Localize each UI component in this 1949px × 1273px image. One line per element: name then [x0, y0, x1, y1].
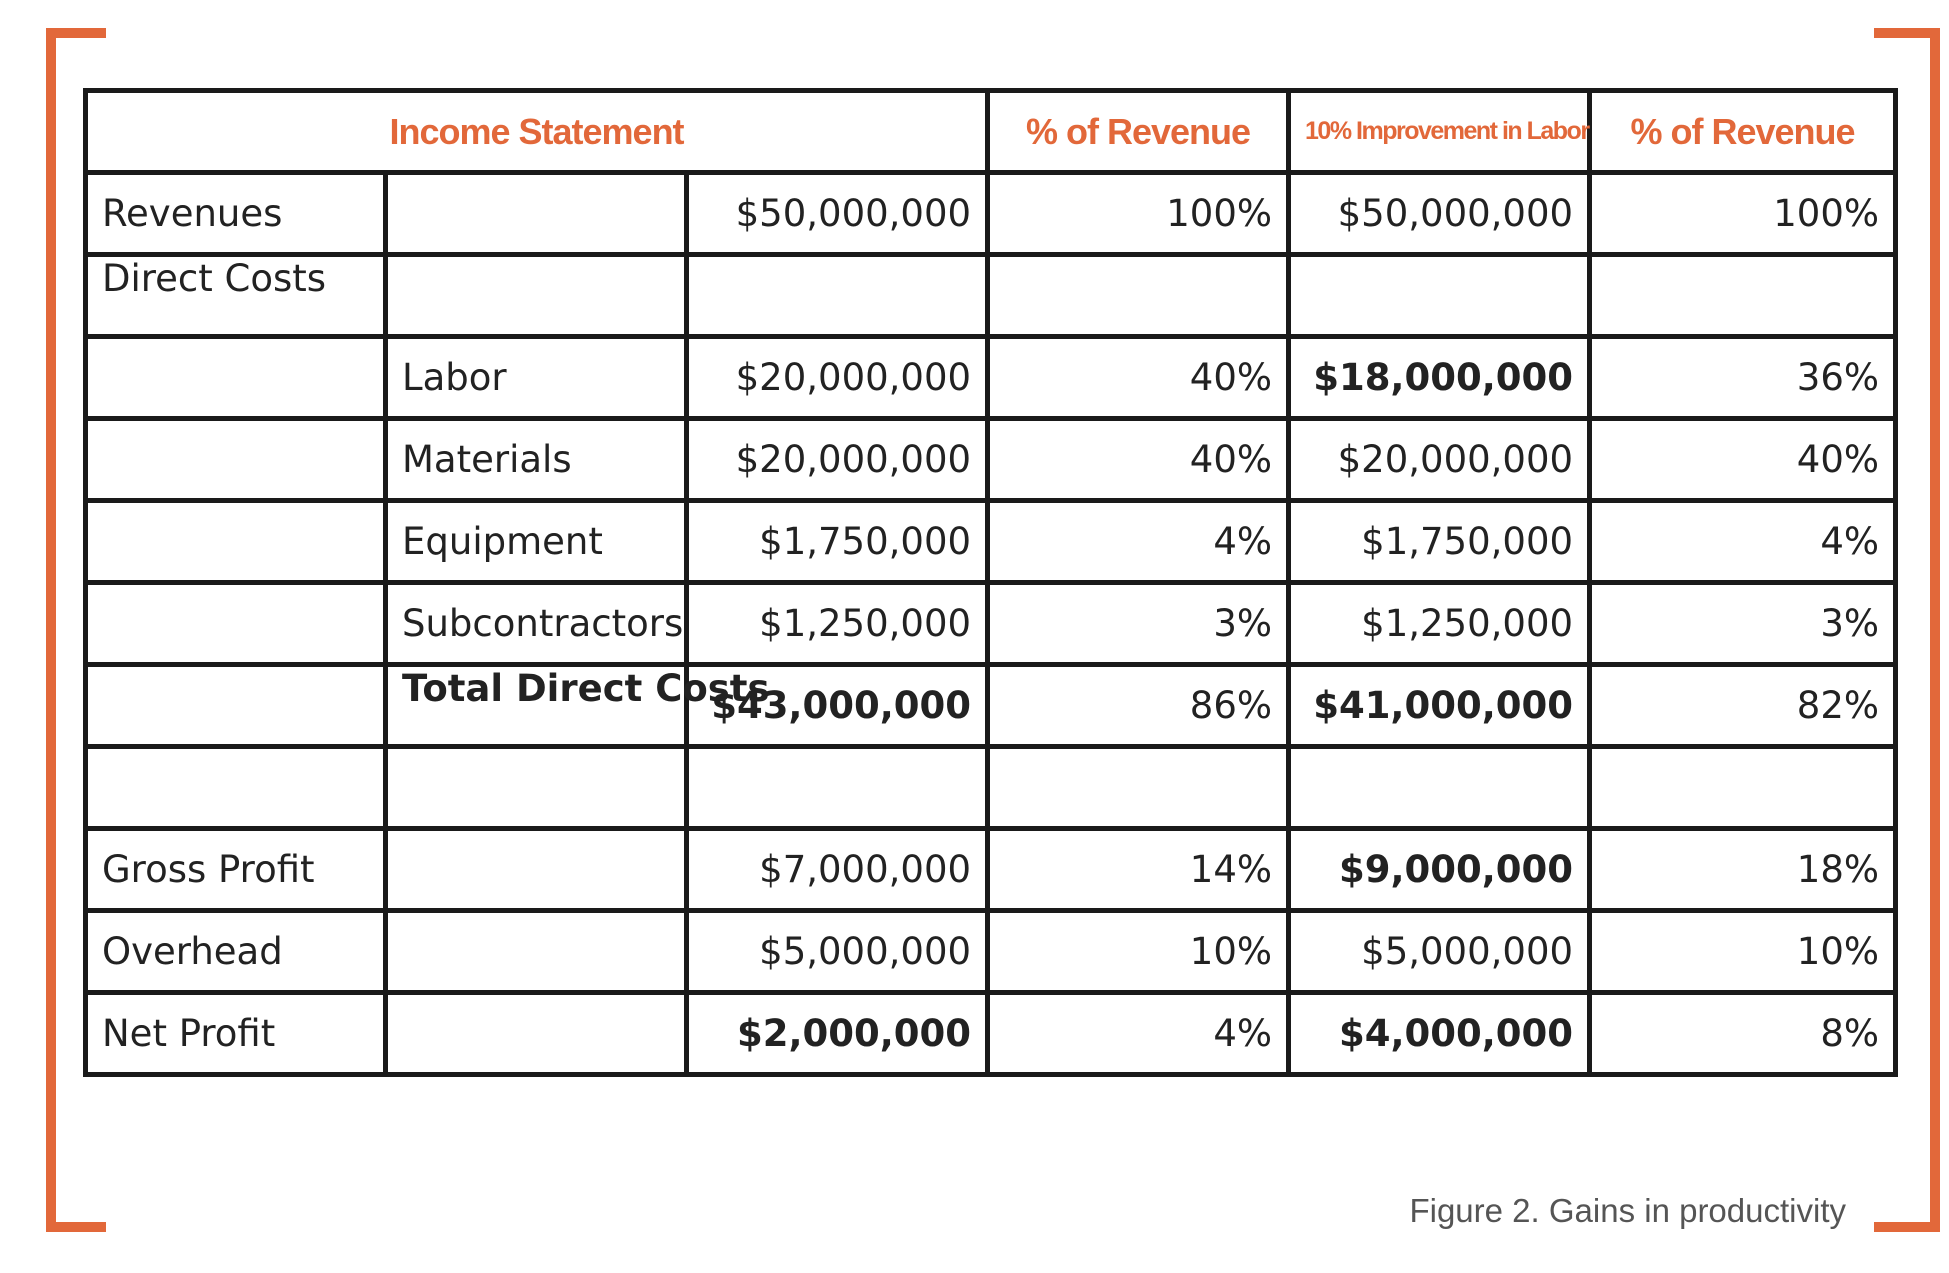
- income-statement-table: [83, 88, 1898, 1077]
- row-label: Net Profit: [86, 993, 386, 1075]
- improved-percent: 18%: [1590, 829, 1896, 911]
- row-sublabel: Total Direct Costs: [386, 665, 687, 747]
- improved-percent: 8%: [1590, 993, 1896, 1075]
- improved-value: $1,750,000: [1289, 501, 1590, 583]
- table-row: [86, 255, 1896, 337]
- base-percent: 40%: [988, 337, 1289, 419]
- row-sublabel: [386, 993, 687, 1075]
- base-value: $20,000,000: [687, 337, 988, 419]
- improved-value: $20,000,000: [1289, 419, 1590, 501]
- row-sublabel: [386, 747, 687, 829]
- improved-value: $50,000,000: [1289, 173, 1590, 255]
- improved-percent: 3%: [1590, 583, 1896, 665]
- income-statement-header: Income Statement: [86, 91, 988, 173]
- improved-percent: 40%: [1590, 419, 1896, 501]
- row-sublabel: Materials: [386, 419, 687, 501]
- improved-value: $4,000,000: [1289, 993, 1590, 1075]
- pct-revenue-header: % of Revenue: [988, 91, 1289, 173]
- base-percent: 4%: [988, 501, 1289, 583]
- base-value: $50,000,000: [687, 173, 988, 255]
- row-label: [86, 337, 386, 419]
- row-label: [86, 501, 386, 583]
- base-percent: [988, 255, 1289, 337]
- improved-percent: 4%: [1590, 501, 1896, 583]
- table-row: [86, 583, 1896, 665]
- improved-value: $9,000,000: [1289, 829, 1590, 911]
- table-row: [86, 173, 1896, 255]
- bracket-mask: [106, 28, 1874, 40]
- base-percent: [988, 747, 1289, 829]
- row-sublabel: [386, 173, 687, 255]
- table-row: [86, 911, 1896, 993]
- table-row: [86, 501, 1896, 583]
- row-sublabel: [386, 255, 687, 337]
- base-value: [687, 255, 988, 337]
- base-value: $20,000,000: [687, 419, 988, 501]
- row-sublabel: Labor: [386, 337, 687, 419]
- base-value: $1,250,000: [687, 583, 988, 665]
- improved-value: $5,000,000: [1289, 911, 1590, 993]
- row-label: [86, 583, 386, 665]
- improvement-header: 10% Improvement in Labor: [1289, 91, 1590, 173]
- improved-percent: [1590, 255, 1896, 337]
- base-value: $1,750,000: [687, 501, 988, 583]
- base-percent: 100%: [988, 173, 1289, 255]
- row-sublabel: [386, 911, 687, 993]
- header-row: [86, 91, 1896, 173]
- improved-percent: [1590, 747, 1896, 829]
- row-label: [86, 419, 386, 501]
- base-value: $7,000,000: [687, 829, 988, 911]
- row-sublabel: Equipment: [386, 501, 687, 583]
- improved-value: $18,000,000: [1289, 337, 1590, 419]
- base-value: $43,000,000: [687, 665, 988, 747]
- base-percent: 3%: [988, 583, 1289, 665]
- row-label: Direct Costs: [86, 255, 386, 337]
- improved-percent: 36%: [1590, 337, 1896, 419]
- row-label: Gross Profit: [86, 829, 386, 911]
- base-value: [687, 747, 988, 829]
- improved-percent: 100%: [1590, 173, 1896, 255]
- base-percent: 86%: [988, 665, 1289, 747]
- base-percent: 4%: [988, 993, 1289, 1075]
- table-row: [86, 665, 1896, 747]
- table-row: [86, 419, 1896, 501]
- row-sublabel: Subcontractors: [386, 583, 687, 665]
- row-sublabel: [386, 829, 687, 911]
- row-label: [86, 665, 386, 747]
- row-label: [86, 747, 386, 829]
- improved-value: $41,000,000: [1289, 665, 1590, 747]
- figure-caption: Figure 2. Gains in productivity: [1409, 1192, 1846, 1229]
- table-row: [86, 337, 1896, 419]
- base-percent: 10%: [988, 911, 1289, 993]
- improved-value: [1289, 747, 1590, 829]
- base-percent: 14%: [988, 829, 1289, 911]
- row-label: Revenues: [86, 173, 386, 255]
- row-label: Overhead: [86, 911, 386, 993]
- base-percent: 40%: [988, 419, 1289, 501]
- base-value: $5,000,000: [687, 911, 988, 993]
- table-row: [86, 747, 1896, 829]
- base-value: $2,000,000: [687, 993, 988, 1075]
- pct-revenue-improved-header: % of Revenue: [1590, 91, 1896, 173]
- table-row: [86, 993, 1896, 1075]
- improved-percent: 10%: [1590, 911, 1896, 993]
- improved-percent: 82%: [1590, 665, 1896, 747]
- table-row: [86, 829, 1896, 911]
- improved-value: [1289, 255, 1590, 337]
- improved-value: $1,250,000: [1289, 583, 1590, 665]
